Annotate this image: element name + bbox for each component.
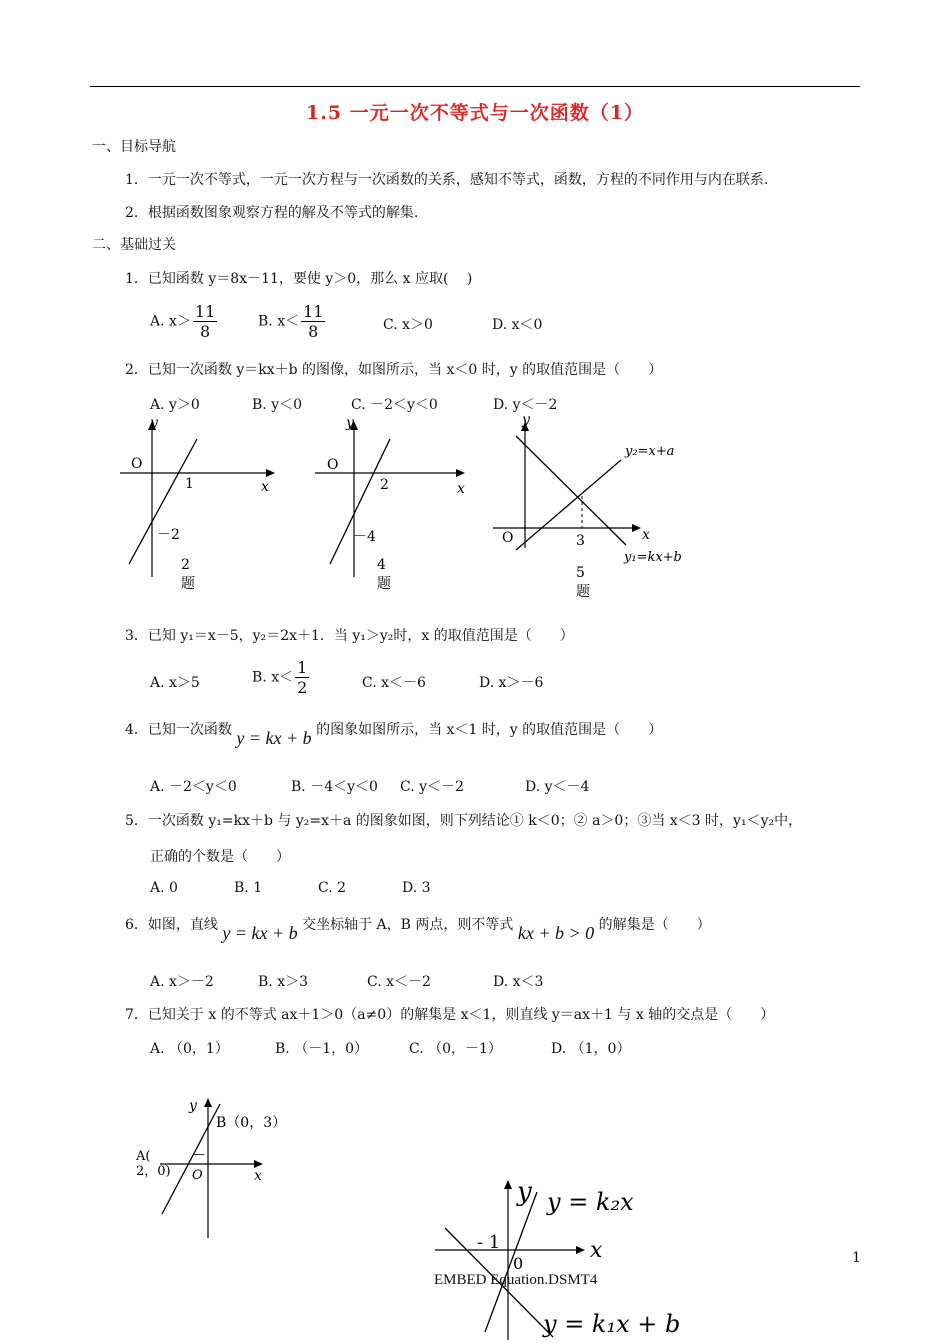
question-5-option-a: A. 0 xyxy=(150,880,178,896)
figure-question-6-graph xyxy=(130,1092,305,1242)
x-axis-arrow-icon xyxy=(266,469,275,477)
figure-caption-text: 题 xyxy=(181,576,195,592)
question-4-stem xyxy=(125,718,663,748)
question-3-option-c: C. x＜－6 xyxy=(362,675,426,691)
figure-caption-number: 5 xyxy=(576,565,585,581)
y-intercept-label: －2 xyxy=(157,527,180,543)
y-intercept-label: －4 xyxy=(353,529,376,545)
x-axis-arrow-icon xyxy=(576,1246,585,1254)
figure-caption-number: 4 xyxy=(377,557,386,573)
question-7-option-b: B. （－1，0） xyxy=(275,1041,369,1057)
function-line xyxy=(330,439,390,564)
page-title: 1.5 一元一次不等式与一次函数（1） xyxy=(306,102,644,124)
goal-2: 2．根据函数图象观察方程的解及不等式的解集. xyxy=(125,205,419,221)
y-axis-label: y xyxy=(517,1177,532,1207)
question-4-option-c: C. y＜－2 xyxy=(400,779,464,795)
x-axis-arrow-icon xyxy=(254,1160,263,1168)
fraction xyxy=(295,658,309,697)
question-1-option-a xyxy=(150,302,219,341)
y-axis-label: y xyxy=(346,415,354,431)
x-intercept-label: 1 xyxy=(185,476,194,492)
equation-y-kx-b: y = kx + b xyxy=(222,923,298,943)
question-7-option-a: A. （0，1） xyxy=(150,1041,229,1057)
question-2-option-b: B. y＜0 xyxy=(252,397,303,413)
goal-1: 1．一元一次不等式，一元一次方程与一次函数的关系，感知不等式，函数，方程的不同作用与内在联系. xyxy=(125,172,769,188)
origin-label: O xyxy=(131,456,143,472)
option-b-text: B. x＜ xyxy=(258,313,300,330)
equation-y-kx-b: y = kx + b xyxy=(236,728,312,748)
question-6-stem-middle: 交坐标轴于 A，B 两点，则不等式 xyxy=(302,917,514,933)
point-b-label: B（0，3） xyxy=(216,1115,287,1131)
figure-k1-k2-graph xyxy=(425,1172,681,1342)
point-a-label-line2: 2，0) xyxy=(136,1164,171,1179)
question-3-option-a: A. x＞5 xyxy=(150,675,200,691)
question-7-stem: 7．已知关于 x 的不等式 ax＋1＞0（a≠0）的解集是 x＜1，则直线 y＝ax＋1 与 x 轴的交点是（ ） xyxy=(125,1007,775,1023)
question-6-stem xyxy=(125,913,711,943)
question-1-option-b xyxy=(258,302,327,341)
x-axis-label: x xyxy=(254,1168,262,1184)
figure-caption-text: 题 xyxy=(576,584,590,600)
fraction-numerator: 11 xyxy=(194,302,216,321)
y-axis-arrow-icon xyxy=(204,1098,212,1107)
x-axis-arrow-icon xyxy=(456,469,465,477)
question-5-stem-continued: 正确的个数是（ ） xyxy=(150,849,290,865)
question-6-stem-end: 的解集是（ ） xyxy=(598,917,711,933)
question-6-stem-start: 6．如图，直线 xyxy=(125,917,218,933)
y-axis-label: y xyxy=(189,1098,197,1114)
origin-label: O xyxy=(502,530,514,546)
question-4-option-a: A. －2＜y＜0 xyxy=(150,779,237,795)
question-2-option-a: A. y＞0 xyxy=(150,397,200,413)
x-axis-label: x xyxy=(457,481,465,497)
line-y-k1x-b-label: y = k₁x + b xyxy=(543,1310,681,1338)
question-4-stem-start: 4．已知一次函数 xyxy=(125,722,232,738)
question-5-option-b: B. 1 xyxy=(234,880,263,896)
question-1-stem: 1．已知函数 y＝8x－11，要使 y＞0，那么 x 应取( ) xyxy=(125,271,473,287)
question-2-option-c: C. －2＜y＜0 xyxy=(351,397,438,413)
point-a-label-dash: — xyxy=(193,1147,205,1161)
figure-caption-number: 2 xyxy=(181,557,190,573)
question-1-option-c: C. x＞0 xyxy=(383,317,433,333)
option-a-text: A. x＞ xyxy=(150,313,191,330)
question-3-option-b xyxy=(252,658,311,697)
section-heading-goals: 一、目标导航 xyxy=(92,139,176,155)
inequality-kx-b-positive: kx + b > 0 xyxy=(517,923,595,943)
question-2-stem: 2．已知一次函数 y＝kx＋b 的图像，如图所示，当 x＜0 时，y 的取值范围是（ ） xyxy=(125,362,663,378)
line-y-k2x xyxy=(485,1192,537,1332)
question-4-stem-end: 的图象如图所示，当 x＜1 时，y 的取值范围是（ ） xyxy=(316,722,663,738)
line-y2 xyxy=(516,460,621,550)
question-4-option-b: B. －4＜y＜0 xyxy=(291,779,378,795)
x-intercept-label: 2 xyxy=(380,477,389,493)
x-intercept-label: - 1 xyxy=(477,1232,501,1253)
figure-question-5-graph xyxy=(488,408,688,603)
question-6-option-d: D. x＜3 xyxy=(493,974,544,990)
fraction xyxy=(301,302,325,341)
header-rule xyxy=(90,86,860,87)
point-a-label-line1: A( xyxy=(136,1149,151,1164)
question-6-option-c: C. x＜－2 xyxy=(367,974,431,990)
question-4-option-d: D. y＜－4 xyxy=(525,779,590,795)
question-3-stem: 3．已知 y₁＝x－5，y₂＝2x＋1．当 y₁＞y₂时，x 的取值范围是（ ） xyxy=(125,628,574,644)
line-y2-label: y₂=x+a xyxy=(625,444,675,459)
embed-equation-placeholder: EMBED Equation.DSMT4 xyxy=(434,1272,598,1288)
fraction-denominator: 8 xyxy=(199,322,211,341)
function-line xyxy=(162,1104,220,1214)
x-axis-arrow-icon xyxy=(632,524,641,532)
x-axis-label: x xyxy=(642,527,650,543)
fraction-numerator: 1 xyxy=(297,658,308,677)
x-axis-label: x xyxy=(590,1238,603,1263)
fraction-denominator: 2 xyxy=(297,678,308,697)
origin-label: 0 xyxy=(513,1254,524,1273)
section-heading-basics: 二、基础过关 xyxy=(92,237,176,253)
question-7-option-d: D. （1，0） xyxy=(551,1041,631,1057)
line-y-k2x-label: y = k₂x xyxy=(547,1188,634,1216)
figure-question-2-graph xyxy=(115,412,285,597)
y-axis-label: y xyxy=(522,412,530,428)
fraction xyxy=(193,302,217,341)
question-3-option-d: D. x＞－6 xyxy=(479,675,544,691)
question-6-option-b: B. x＞3 xyxy=(258,974,308,990)
figure-question-4-graph xyxy=(310,412,480,597)
page-number: 1 xyxy=(852,1250,861,1266)
fraction-numerator: 11 xyxy=(303,302,324,321)
question-1-option-d: D. x＜0 xyxy=(492,317,543,333)
origin-label: O xyxy=(192,1168,203,1183)
line-y1-label: y₁=kx+b xyxy=(624,550,682,565)
intersection-x-label: 3 xyxy=(576,533,585,549)
question-5-stem: 5．一次函数 y₁=kx＋b 与 y₂=x＋a 的图象如图，则下列结论① k＜0；② a＞0；③当 x＜3 时，y₁＜y₂中， xyxy=(125,813,803,829)
figure-caption-text: 题 xyxy=(377,576,391,592)
question-5-option-c: C. 2 xyxy=(318,880,347,896)
question-5-option-d: D. 3 xyxy=(402,880,431,896)
question-6-option-a: A. x＞－2 xyxy=(150,974,214,990)
y-axis-label: y xyxy=(150,415,158,431)
fraction-denominator: 8 xyxy=(308,322,319,341)
x-axis-label: x xyxy=(261,479,269,495)
option-b-text: B. x＜ xyxy=(252,669,294,686)
y-axis-arrow-icon xyxy=(504,1180,512,1189)
origin-label: O xyxy=(327,457,339,473)
question-7-option-c: C. （0，－1） xyxy=(409,1041,502,1057)
question-2-option-d: D. y＜－2 xyxy=(493,397,558,413)
line-y1 xyxy=(516,436,626,545)
